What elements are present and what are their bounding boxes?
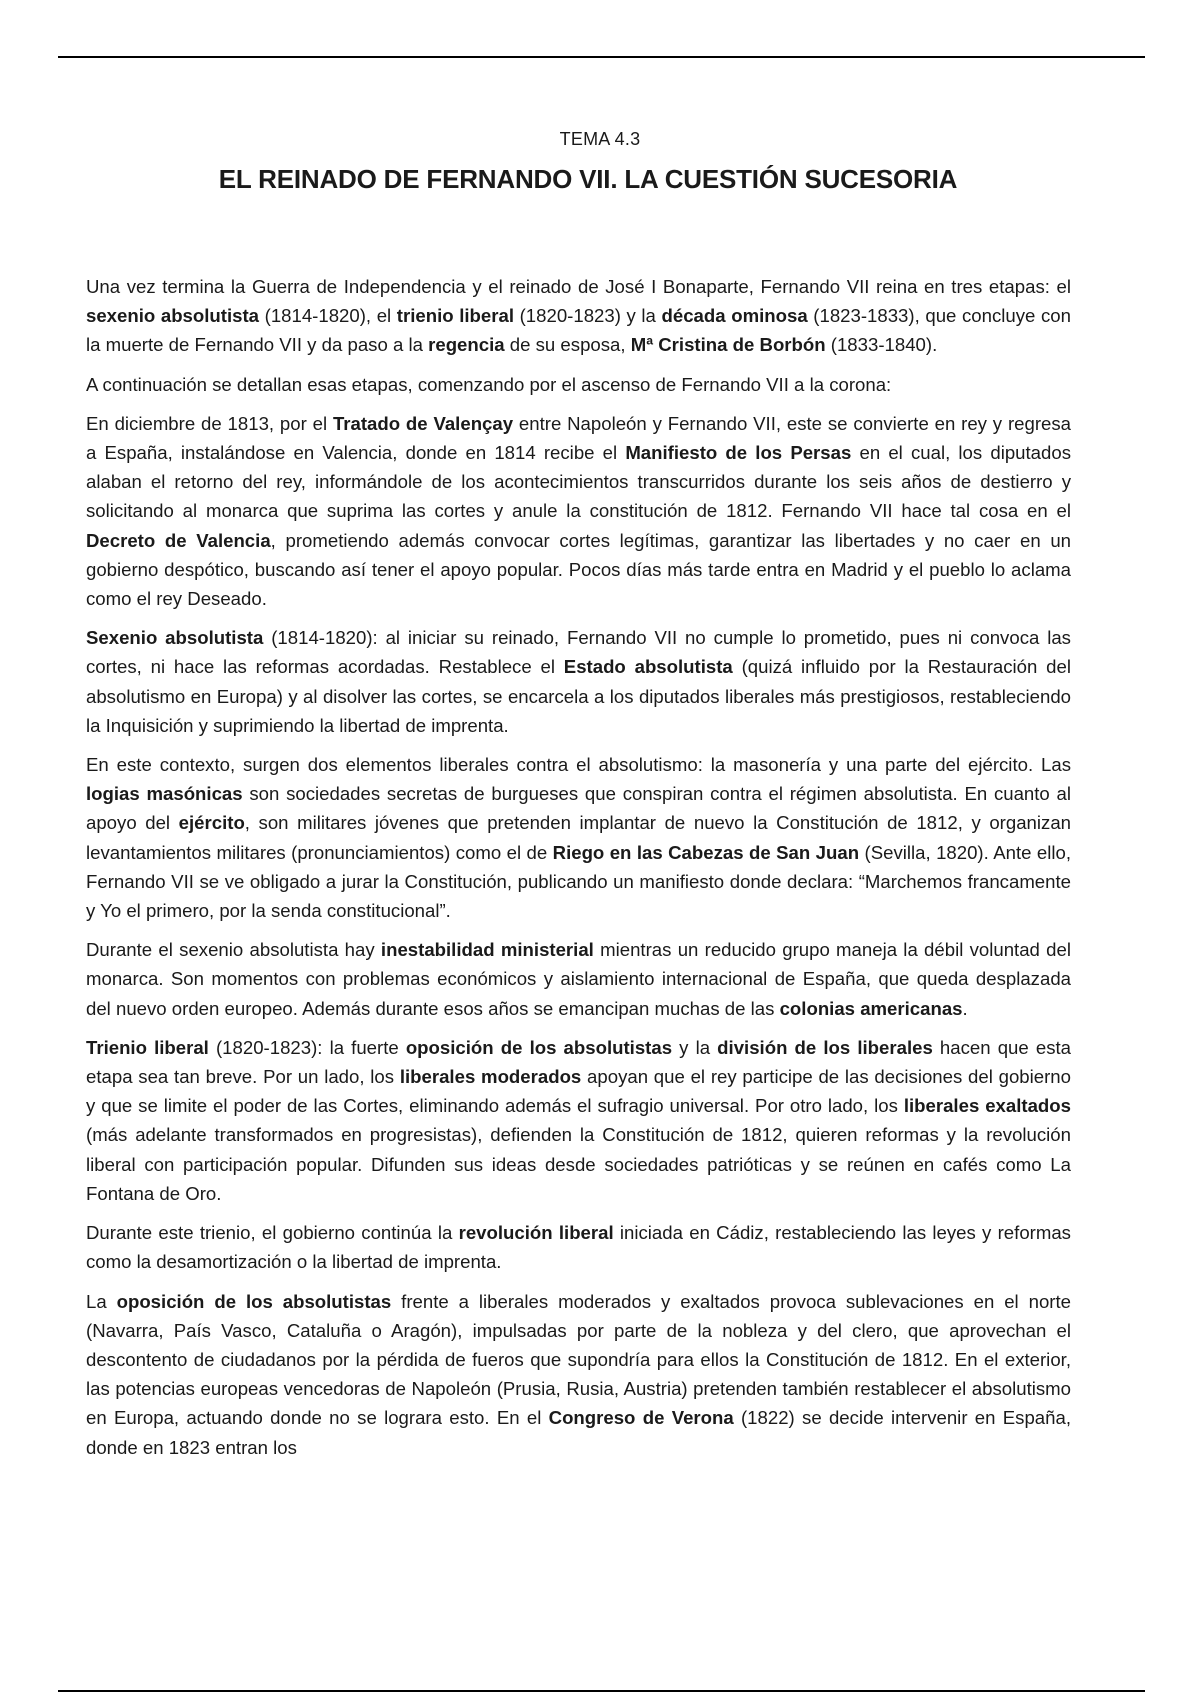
- bold-term: Congreso de Verona: [548, 1407, 734, 1429]
- paragraph: [86, 1218, 1071, 1276]
- bottom-rule: [58, 1690, 1145, 1692]
- paragraph: [86, 409, 1071, 613]
- text-run: (1823-1833), que concluye con la muerte de Fernando VII y da paso a la: [86, 305, 1071, 356]
- text-run: (más adelante transformados en progresistas), defienden la Constitución de 1812, quieren reformas y la revolución liberal con participación popular. Difunden sus ideas desde sociedades patrióticas y se reúnen en cafés como La Fontana de Oro.: [86, 1124, 1071, 1204]
- text-run: iniciada en Cádiz, restableciendo las leyes y reformas como la desamortización o la libertad de imprenta.: [86, 1222, 1071, 1273]
- bold-term: Estado absolutista: [563, 656, 733, 678]
- bold-term: Decreto de Valencia: [86, 529, 271, 551]
- bold-term: oposición de los absolutistas: [116, 1290, 392, 1312]
- paragraph: [86, 750, 1071, 925]
- text-run: (1820-1823): la fuerte: [208, 1036, 406, 1058]
- bold-term: logias masónicas: [86, 783, 243, 805]
- text-run: son sociedades secretas de burgueses que conspiran contra el régimen absolutista. En cuanto al apoyo del: [86, 783, 1071, 834]
- paragraph: [86, 623, 1071, 740]
- text-run: (1814-1820), el: [259, 305, 397, 327]
- bold-term: ejército: [178, 812, 245, 834]
- bold-term: Tratado de Valençay: [332, 412, 514, 434]
- text-run: La: [86, 1290, 117, 1312]
- bold-term: Sexenio absolutista: [86, 627, 264, 649]
- text-run: (1814-1820): al iniciar su reinado, Fernando VII no cumple lo prometido, pues ni convoca las cortes, ni hace las reformas acordadas. Restablece el: [86, 627, 1071, 678]
- text-run: En diciembre de 1813, por el: [86, 412, 333, 434]
- bold-term: división de los liberales: [717, 1036, 933, 1058]
- bold-term: colonias americanas: [779, 997, 963, 1019]
- bold-term: Mª Cristina de Borbón: [630, 334, 826, 356]
- text-run: frente a liberales moderados y exaltados provoca sublevaciones en el norte (Navarra, País Vasco, Cataluña o Aragón), impulsadas por parte de la nobleza y del clero, que aprovechan el descontento de ciudadanos por la pérdida de fueros que supondría para ellos la Constitución de 1812. En el exterior, las potencias europeas vencedoras de Napoleón (Prusia, Rusia, Austria) pretenden también restablecer el absolutismo en Europa, actuando donde no se lograra esto. En el: [86, 1290, 1071, 1429]
- text-run: (quizá influido por la Restauración del absolutismo en Europa) y al disolver las cortes, se encarcela a los diputados liberales más prestigiosos, restableciendo la Inquisición y suprimiendo la libertad de imprenta.: [86, 656, 1071, 736]
- bold-term: liberales moderados: [399, 1066, 582, 1088]
- text-run: Durante el sexenio absolutista hay: [86, 939, 381, 961]
- text-run: en el cual, los diputados alaban el retorno del rey, informándole de los acontecimientos transcurridos durante los seis años de destierro y solicitando al monarca que suprima las cortes y anule la constitución de 1812. Fernando VII hace tal cosa en el: [86, 442, 1072, 522]
- paragraph: [86, 272, 1071, 360]
- paragraph: [86, 370, 1071, 399]
- text-run: mientras un reducido grupo maneja la débil voluntad del monarca. Son momentos con problemas económicos y aislamiento internacional de España, que queda desplazada del nuevo orden europeo. Además durante esos años se emancipan muchas de las: [86, 939, 1071, 1019]
- text-run: A continuación se detallan esas etapas, comenzando por el ascenso de Fernando VII a la corona:: [86, 373, 892, 395]
- top-rule: [58, 56, 1145, 58]
- bold-term: década ominosa: [661, 305, 808, 327]
- text-run: de su esposa,: [504, 334, 631, 356]
- paragraph: [86, 1287, 1071, 1462]
- text-run: apoyan que el rey participe de las decisiones del gobierno y que se limite el poder de las Cortes, eliminando además el sufragio universal. Por otro lado, los: [86, 1066, 1071, 1117]
- paragraph: [86, 935, 1071, 1023]
- bold-term: Manifiesto de los Persas: [625, 442, 852, 464]
- bold-term: Trienio liberal: [86, 1036, 209, 1058]
- text-run: Durante este trienio, el gobierno continúa la: [86, 1222, 459, 1244]
- text-run: En este contexto, surgen dos elementos liberales contra el absolutismo: la masonería y una parte del ejército. Las: [86, 754, 1071, 776]
- text-run: .: [962, 997, 968, 1019]
- bold-term: sexenio absolutista: [86, 305, 260, 327]
- topic-number: TEMA 4.3: [559, 129, 641, 149]
- bold-term: Riego en las Cabezas de San Juan: [552, 841, 860, 863]
- text-run: , prometiendo además convocar cortes legítimas, garantizar las libertades y no caer en un gobierno despótico, buscando así tener el apoyo popular. Pocos días más tarde entra en Madrid y el pueblo lo aclama como el rey Deseado.: [86, 529, 1071, 610]
- page-title: EL REINADO DE FERNANDO VII. LA CUESTIÓN SUCESORIA: [218, 164, 958, 194]
- text-run: entre Napoleón y Fernando VII, este se convierte en rey y regresa a España, instalándose en Valencia, donde en 1814 recibe el: [86, 412, 1071, 464]
- document-body: [86, 272, 1071, 1472]
- text-run: (Sevilla, 1820). Ante ello, Fernando VII se ve obligado a jurar la Constitución, publicando un manifiesto donde declara: “Marchemos francamente y Yo el primero, por la senda constitucional”.: [86, 841, 1071, 922]
- text-run: (1820-1823) y la: [514, 305, 662, 327]
- bold-term: liberales exaltados: [903, 1095, 1071, 1117]
- text-run: , son militares jóvenes que pretenden implantar de nuevo la Constitución de 1812, y organizan levantamientos militares (pronunciamientos) como el de: [86, 812, 1071, 863]
- bold-term: oposición de los absolutistas: [405, 1036, 673, 1058]
- bold-term: regencia: [428, 334, 505, 356]
- text-run: hacen que esta etapa sea tan breve. Por un lado, los: [86, 1036, 1071, 1088]
- text-run: Una vez termina la Guerra de Independencia y el reinado de José I Bonaparte, Fernando VII reina en tres etapas: el: [86, 276, 1071, 297]
- bold-term: inestabilidad ministerial: [380, 939, 594, 961]
- page-header: [0, 128, 1200, 194]
- text-run: (1833-1840).: [825, 334, 938, 356]
- text-run: (1822) se decide intervenir en España, donde en 1823 entran los: [86, 1407, 1071, 1458]
- text-run: y la: [672, 1036, 718, 1058]
- bold-term: trienio liberal: [396, 305, 514, 327]
- bold-term: revolución liberal: [458, 1222, 614, 1244]
- paragraph: [86, 1033, 1071, 1208]
